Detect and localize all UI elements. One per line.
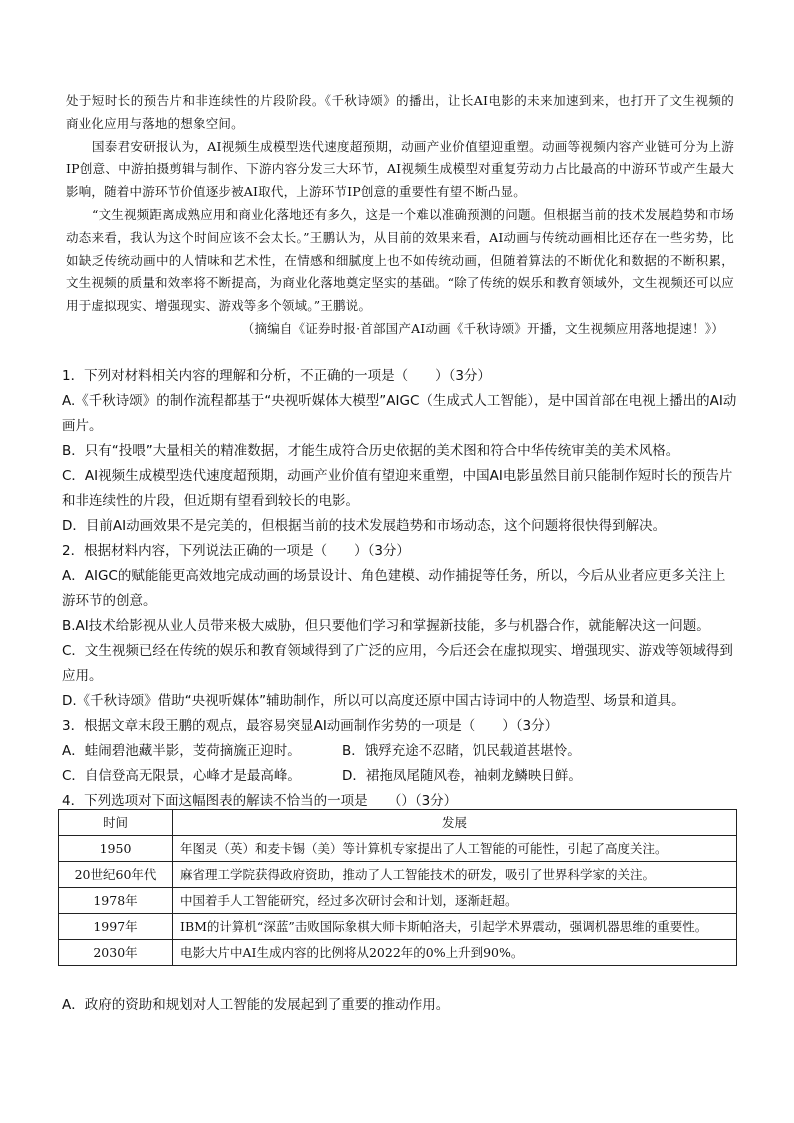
- table-cell-time: 1997年: [59, 914, 173, 940]
- question-1-stem: 1．下列对材料相关内容的理解和分析，不正确的一项是（ ）（3分）: [62, 368, 491, 384]
- table-header-development: 发展: [173, 810, 737, 836]
- question-2-stem: 2．根据材料内容，下列说法正确的一项是（ ）（3分）: [62, 543, 410, 559]
- question-3-option-a: A．蛙闹碧池藏半影，芰荷摘旒正迎时。: [62, 743, 301, 759]
- table-cell-development: 年图灵（英）和麦卡锡（美）等计算机专家提出了人工智能的可能性，引起了高度关注。: [173, 836, 737, 862]
- question-1-option-a: A.《千秋诗颂》的制作流程都基于“央视听媒体大模型”AIGC（生成式人工智能），是中国首部在电视上播出的AI动画片。: [62, 393, 737, 434]
- table-header-time: 时间: [59, 810, 173, 836]
- table-cell-development: IBM的计算机“深蓝”击败国际象棋大师卡斯帕洛夫，引起学术界震动，强调机器思维的重要性。: [173, 914, 737, 940]
- table-row: [59, 888, 737, 914]
- table-row: [59, 836, 737, 862]
- table-cell-development: 电影大片中AI生成内容的比例将从2022年的0%上升到90%。: [173, 940, 737, 966]
- ai-history-table: [58, 809, 737, 966]
- question-3-options-row: [62, 764, 738, 789]
- question-1-option-d: D．目前AI动画效果不是完美的，但根据当前的技术发展趋势和市场动态，这个问题将很快得到解决。: [62, 518, 667, 534]
- question-3-option-c: C．自信登高无限景，心峰才是最高峰。: [62, 768, 301, 784]
- table-header-row: [59, 810, 737, 836]
- table-row: [59, 914, 737, 940]
- question-1-option-b: B．只有“投喂”大量相关的精准数据，才能生成符合历史依据的美术图和符合中华传统审美的美术风格。: [62, 443, 680, 459]
- question-4-stem: 4．下列选项对下面这幅图表的解读不恰当的一项是 （）（3分）: [62, 793, 458, 809]
- passage-source: （摘编自《证券时报·首部国产AI动画《千秋诗颂》开播，文生视频应用落地提速！》）: [241, 320, 724, 336]
- question-list: [62, 364, 738, 814]
- question-3-options-row: [62, 739, 738, 764]
- question-2-option-c: C．文生视频已经在传统的娱乐和教育领域得到了广泛的应用，今后还会在虚拟现实、增强现实、游戏等领域得到应用。: [62, 643, 733, 684]
- question-3-stem: 3．根据文章末段王鹏的观点，最容易突显AI动画制作劣势的一项是（ ）（3分）: [62, 718, 559, 734]
- table-cell-development: 中国着手人工智能研究，经过多次研讨会和计划，逐渐赶超。: [173, 888, 737, 914]
- question-3-option-b: B．饿殍充途不忍睹，饥民载道甚堪怜。: [342, 743, 581, 759]
- question-3-option-d: D．裙拖凤尾随风卷，袖刺龙鳞映日鲜。: [342, 768, 582, 784]
- table-row: [59, 862, 737, 888]
- question-2-option-b: B.AI技术给影视从业人员带来极大威胁，但只要他们学习和掌握新技能，多与机器合作，就能解决这一问题。: [62, 618, 710, 634]
- passage-paragraph: 处于短时长的预告片和非连续性的片段阶段。《千秋诗颂》的播出，让长AI电影的未来加速到来，也打开了文生视频的商业化应用与落地的想象空间。: [66, 93, 734, 131]
- question-2-option-d: D.《千秋诗颂》借助“央视听媒体”辅助制作，所以可以高度还原中国古诗词中的人物造型、场景和道具。: [62, 693, 685, 709]
- table-cell-time: 1978年: [59, 888, 173, 914]
- table-cell-time: 20世纪60年代: [59, 862, 173, 888]
- question-2-option-a: A．AIGC的赋能能更高效地完成动画的场景设计、角色建模、动作捕捉等任务，所以，今后从业者应更多关注上游环节的创意。: [62, 568, 726, 609]
- passage-paragraph: 国泰君安研报认为，AI视频生成模型迭代速度超预期，动画产业价值望迎重塑。动画等视频内容产业链可分为上游IP创意、中游拍摄剪辑与制作、下游内容分发三大环节，AI视频生成模型对重复劳动力占比最高的中游环节或产生最大影响，随着中游环节价值逐步被AI取代，上游环节IP创意的重要性有望不断凸显。: [66, 138, 734, 200]
- reading-passage: [66, 90, 734, 341]
- question-4-option-a: A．政府的资助和规划对人工智能的发展起到了重要的推动作用。: [62, 997, 450, 1013]
- question-1-option-c: C．AI视频生成模型迭代速度超预期，动画产业价值有望迎来重塑，中国AI电影虽然目前只能制作短时长的预告片和非连续性的片段，但近期有望看到较长的电影。: [62, 468, 733, 509]
- passage-paragraph: “文生视频距离成熟应用和商业化落地还有多久，这是一个难以准确预测的问题。但根据当前的技术发展趋势和市场动态来看，我认为这个时间应该不会太长。”王鹏认为，从目前的效果来看，AI动画与传统动画相比还存在一些劣势，比如缺乏传统动画中的人情味和艺术性，在情感和细腻度上也不如传统动画，但随着算法的不断优化和数据的不断积累，文生视频的质量和效率将不断提高，为商业化落地奠定坚实的基础。“除了传统的娱乐和教育领域外，文生视频还可以应用于虚拟现实、增强现实、游戏等多个领域。”王鹏说。: [66, 206, 734, 314]
- table-cell-development: 麻省理工学院获得政府资助，推动了人工智能技术的研发，吸引了世界科学家的关注。: [173, 862, 737, 888]
- table-cell-time: 1950: [59, 836, 173, 862]
- table-cell-time: 2030年: [59, 940, 173, 966]
- table-row: [59, 940, 737, 966]
